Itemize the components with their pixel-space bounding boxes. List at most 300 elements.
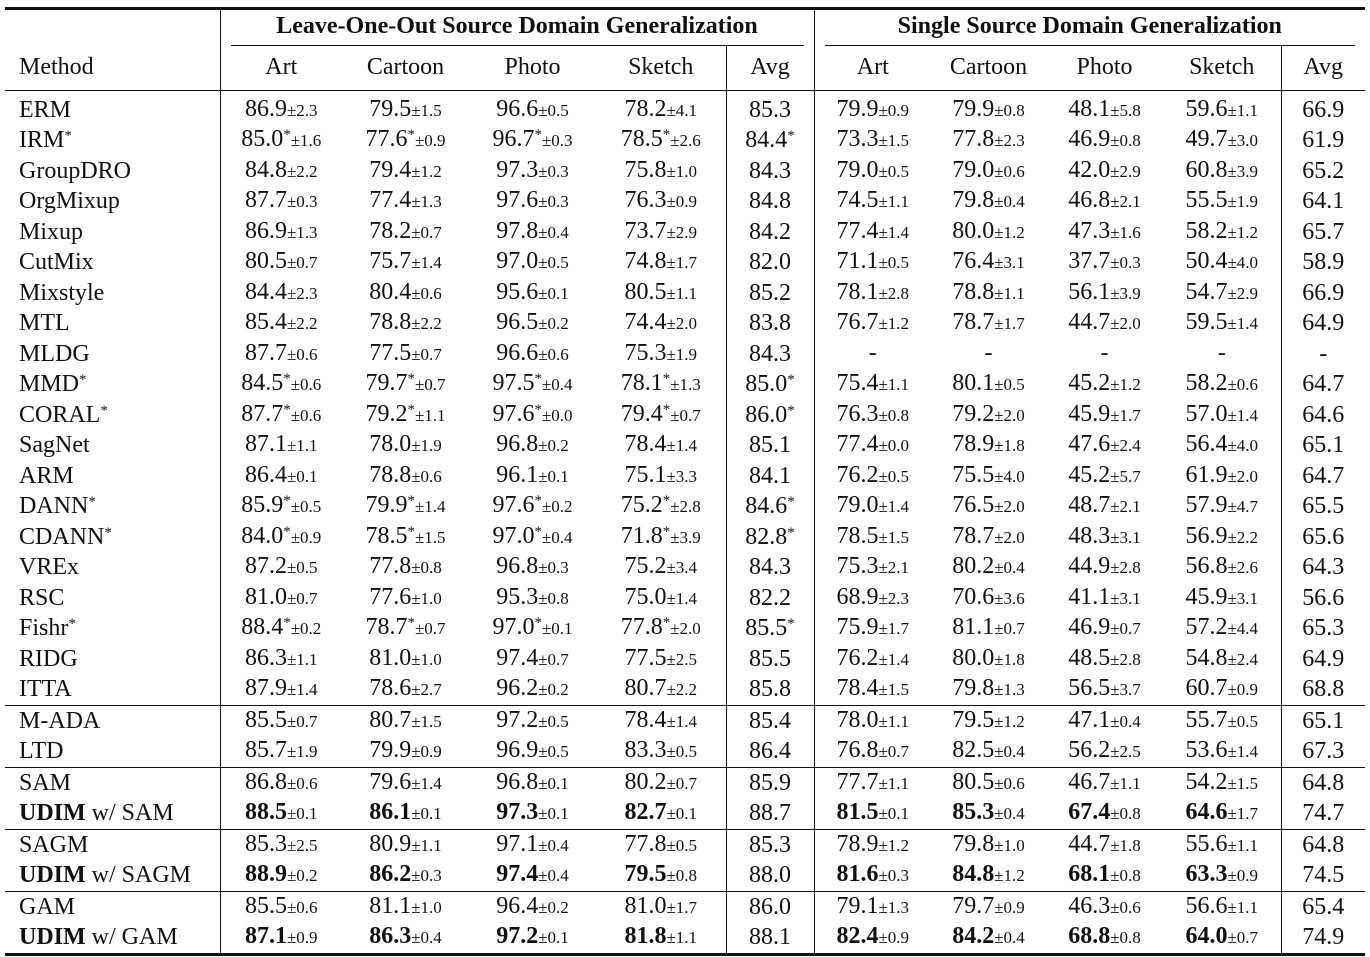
mean-value: 75.0 [624,583,667,610]
std-value: ±0.1 [538,283,569,303]
ss-cartoon-cell [931,583,1046,614]
loo-avg-cell: 85.1 [726,430,814,461]
asterisk-marker: * [88,494,96,510]
mean-value: 86.3 [244,644,287,671]
table-row [5,891,1365,922]
mean-value: 64.0 [1185,923,1228,949]
loo-photo-cell [469,247,596,278]
loo-cartoon-cell [342,705,469,736]
mean-value: 78.0 [369,431,412,457]
std-value: ±1.2 [1110,375,1141,394]
mean-value: 84.2 [952,923,995,949]
mean-value: 75.1 [624,461,667,488]
std-value: ±1.2 [878,314,910,333]
ss-sketch-cell [1163,339,1281,370]
ss-photo-cell [1046,552,1163,583]
mean-value: 67.4 [1068,799,1111,825]
mean-value: 97.6* [492,400,542,427]
ss-avg-cell: 64.8 [1281,829,1365,860]
std-value: ±0.8 [1110,804,1141,823]
std-value: ±0.7 [670,405,701,425]
mean-value: 71.1 [836,248,879,274]
ss-cartoon-cell [931,308,1046,339]
table-row [5,125,1365,156]
mean-value: 80.2 [624,768,667,795]
mean-value: 76.2 [836,644,879,671]
mean-value: 78.7* [365,614,415,640]
loo-sketch-cell [596,583,726,614]
std-value: ±1.2 [411,161,442,181]
std-value: ±0.9 [286,928,318,947]
loo-cartoon-cell [342,552,469,583]
loo-sketch-cell [596,767,726,798]
asterisk-marker: * [534,401,542,418]
loo-photo-cell [469,186,596,217]
std-value: ±2.2 [411,314,442,333]
mean-value: 49.7 [1185,126,1228,152]
table-row [5,90,1365,125]
ss-sketch-cell [1163,552,1281,583]
method-name-bold: UDIM [19,924,86,950]
method-name: MTL [19,310,70,336]
method-name-suffix: w/ SAGM [85,862,192,888]
std-value: ±0.5 [878,466,910,486]
std-value: ±2.0 [666,314,698,333]
ss-cartoon-cell [931,922,1046,954]
loo-photo-cell [469,278,596,309]
mean-value: 77.8 [952,126,995,152]
std-value: ±1.4 [666,436,698,455]
mean-value: 77.5 [624,644,667,671]
ss-photo-cell [1046,278,1163,309]
mean-value: 75.8 [624,156,667,183]
ss-photo-cell [1046,400,1163,431]
asterisk-marker: * [662,127,671,143]
mean-value: 75.4 [836,370,879,396]
mean-value: 80.5 [244,248,287,274]
loo-sketch-cell [596,217,726,248]
mean-value: 47.6 [1068,431,1111,457]
mean-value: 68.8 [1068,923,1111,949]
loo-art-cell [220,278,342,309]
mean-value: 97.4 [496,644,539,671]
ss-art-cell [814,522,931,553]
method-name [5,922,220,954]
loo-cartoon-cell [342,798,469,829]
ss-art-cell [814,339,931,370]
col-header-loo-cartoon: Cartoon [366,54,445,81]
mean-value: 77.6* [365,126,415,152]
std-value: ±0.6 [290,375,322,394]
mean-value: 79.8 [952,830,995,857]
ss-sketch-cell [1163,860,1281,891]
table-body [5,90,1365,954]
std-value: ±1.1 [878,192,910,211]
loo-avg-cell: 85.5* [726,613,814,644]
loo-photo-cell [469,891,596,922]
mean-value: 48.7 [1068,492,1111,518]
mean-value: 76.8 [836,737,879,763]
col-header-ss-art: Art [814,46,931,91]
std-value: ±1.9 [666,344,698,364]
std-value: ±0.0 [541,405,573,425]
mean-value: 80.5 [624,278,667,305]
col-header-ss-photo: Photo [1076,54,1133,81]
ss-art-cell [814,491,931,522]
std-value: ±1.7 [666,897,698,917]
method-name: DANN* [19,493,96,519]
mean-value: 86.3 [369,923,412,949]
loo-art-cell [220,644,342,675]
mean-value: 81.6 [836,861,879,887]
std-value: ±1.7 [666,253,698,272]
mean-value: 53.6 [1185,737,1228,763]
loo-photo-cell [469,644,596,675]
mean-value: 46.3 [1068,892,1111,919]
std-value: ±0.5 [878,253,910,272]
mean-value: 86.9 [244,217,287,244]
std-value: ±0.1 [538,773,569,793]
mean-value: 77.6 [369,583,412,610]
mean-value: 96.8 [496,553,539,579]
mean-value: 97.5* [492,370,542,396]
mean-value: 87.7 [244,339,287,366]
std-value: ±3.1 [994,253,1025,272]
loo-sketch-cell [596,922,726,954]
ss-avg-cell: 64.9 [1281,644,1365,675]
std-value: ±0.7 [1227,928,1259,947]
mean-value: 95.3 [496,583,539,610]
mean-value: 75.2 [624,553,667,579]
ss-sketch-cell [1163,674,1281,705]
std-value: ±2.0 [994,405,1025,425]
loo-sketch-cell [596,156,726,187]
mean-value: 60.7 [1185,675,1228,701]
loo-photo-cell [469,583,596,614]
method-name: CDANN* [19,523,112,550]
std-value: ±2.3 [286,100,318,120]
col-header-ss-cartoon: Cartoon [949,54,1028,81]
std-value: ±2.1 [1110,192,1141,211]
mean-value: 74.8 [624,248,667,274]
mean-value: 81.5 [836,799,879,825]
std-value: ±4.0 [1227,253,1259,272]
std-value: ±0.9 [290,527,322,547]
mean-value: 77.7 [836,768,879,795]
std-value: ±2.9 [666,222,698,242]
std-value: ±2.2 [286,314,318,333]
method-name: GAM [19,893,76,920]
std-value: ±4.1 [666,100,698,120]
mean-value: 79.0 [952,156,995,183]
ss-art-cell [814,125,931,156]
ss-photo-cell [1046,430,1163,461]
method-name: SAM [19,769,72,796]
mean-value: - [1217,339,1226,366]
ss-photo-cell [1046,369,1163,400]
mean-value: 60.8 [1185,156,1228,183]
ss-photo-cell [1046,125,1163,156]
loo-art-cell [220,922,342,954]
ss-art-cell [814,308,931,339]
mean-value: 56.4 [1185,431,1228,457]
std-value: ±1.5 [878,680,910,699]
loo-cartoon-cell [342,308,469,339]
ss-cartoon-cell [931,278,1046,309]
mean-value: 78.1 [836,278,879,305]
method-name: GroupDRO [19,157,131,184]
mean-value: 79.5 [369,95,412,122]
std-value: ±0.4 [994,192,1025,211]
std-value: ±3.0 [1227,131,1259,150]
method-name-suffix: w/ GAM [85,924,178,950]
ss-avg-cell: 74.5 [1281,860,1365,891]
header-blank [5,9,220,46]
loo-cartoon-cell [342,491,469,522]
loo-cartoon-cell [342,369,469,400]
table-row [5,491,1365,522]
std-value: ±0.4 [541,375,573,394]
method-name: MMD* [19,371,87,397]
mean-value: 79.2* [365,400,415,427]
mean-value: 78.2 [369,217,412,244]
mean-value: 46.9 [1068,614,1111,640]
std-value: ±1.4 [1227,314,1259,333]
ss-sketch-cell [1163,278,1281,309]
mean-value: - [868,339,877,366]
method-name: M-ADA [19,707,101,734]
loo-avg-cell: 84.4* [726,125,814,156]
asterisk-marker: * [283,401,291,418]
loo-cartoon-cell [342,186,469,217]
std-value: ±1.9 [1227,192,1259,211]
std-value: ±1.4 [286,680,318,699]
std-value: ±0.8 [878,405,910,425]
loo-photo-cell [469,430,596,461]
ss-art-cell [814,217,931,248]
std-value: ±1.5 [878,527,910,547]
ss-avg-cell: 66.9 [1281,90,1365,125]
ss-art-cell [814,705,931,736]
ss-photo-cell [1046,860,1163,891]
std-value: ±1.1 [878,375,910,394]
std-value: ±0.8 [666,866,698,885]
std-value: ±0.6 [286,897,318,917]
std-value: ±2.3 [286,283,318,303]
loo-sketch-cell [596,125,726,156]
asterisk-marker: * [283,615,291,631]
mean-value: 45.2 [1068,370,1111,396]
mean-value: 45.9 [1068,400,1111,427]
loo-art-cell [220,369,342,400]
loo-art-cell [220,491,342,522]
loo-avg-cell: 88.1 [726,922,814,954]
mean-value: 75.2* [620,492,671,518]
mean-value: 97.1 [496,830,539,857]
std-value: ±2.8 [1110,649,1141,669]
std-value: ±2.6 [1227,558,1259,577]
mean-value: 68.9 [836,583,879,610]
std-value: ±3.7 [1110,680,1141,699]
table-row [5,369,1365,400]
mean-value: 77.5 [369,339,412,366]
loo-art-cell [220,339,342,370]
ss-photo-cell [1046,156,1163,187]
asterisk-marker: * [787,128,795,144]
ss-cartoon-cell [931,674,1046,705]
ss-art-cell [814,583,931,614]
std-value: ±0.1 [666,804,698,823]
mean-value: 79.9 [952,95,995,122]
std-value: ±1.1 [1227,835,1259,855]
std-value: ±1.1 [994,283,1025,303]
std-value: ±1.1 [878,711,910,731]
asterisk-marker: * [100,402,108,419]
loo-sketch-cell [596,798,726,829]
mean-value: 78.0 [836,706,879,733]
ss-art-cell [814,186,931,217]
mean-value: 79.0 [836,156,879,183]
asterisk-marker: * [662,615,671,631]
ss-art-cell [814,922,931,954]
ss-cartoon-cell [931,90,1046,125]
loo-cartoon-cell [342,674,469,705]
ss-avg-cell: 64.7 [1281,369,1365,400]
mean-value: 46.8 [1068,187,1111,213]
ss-avg-cell: 67.3 [1281,736,1365,767]
std-value: ±0.7 [414,375,446,394]
mean-value: 37.7 [1068,248,1111,274]
loo-sketch-cell [596,430,726,461]
mean-value: 46.7 [1068,768,1111,795]
ss-avg-cell: 65.3 [1281,613,1365,644]
mean-value: 77.8* [620,614,671,640]
mean-value: 77.4 [836,431,879,457]
std-value: ±2.2 [666,680,698,699]
std-value: ±0.7 [286,711,318,731]
mean-value: 46.9 [1068,126,1111,152]
ss-avg-cell: 65.2 [1281,156,1365,187]
asterisk-marker: * [407,371,415,387]
loo-sketch-cell [596,369,726,400]
std-value: ±0.7 [286,253,318,272]
loo-art-cell [220,767,342,798]
mean-value: 58.2 [1185,217,1228,244]
std-value: ±0.3 [538,161,569,181]
std-value: ±2.5 [1110,742,1141,761]
mean-value: 96.7* [492,126,542,152]
mean-value: 85.9* [241,492,291,518]
loo-sketch-cell [596,522,726,553]
std-value: ±0.3 [411,866,442,885]
mean-value: 80.7 [624,675,667,701]
std-value: ±0.4 [994,558,1025,577]
std-value: ±0.4 [994,742,1025,761]
mean-value: 97.2 [496,706,539,733]
col-header-ss-avg: Avg [1281,46,1365,91]
mean-value: 76.5 [952,492,995,518]
std-value: ±2.9 [1110,161,1141,181]
asterisk-marker: * [534,615,542,631]
mean-value: 75.3 [836,553,879,579]
mean-value: 64.6 [1185,799,1228,825]
ss-art-cell [814,552,931,583]
mean-value: 97.8 [496,217,539,244]
ss-avg-cell: 74.7 [1281,798,1365,829]
table-row [5,922,1365,954]
loo-art-cell [220,125,342,156]
std-value: ±1.7 [1110,405,1141,425]
loo-cartoon-cell [342,583,469,614]
mean-value: 84.8 [952,861,995,887]
col-header-loo-photo: Photo [504,54,561,81]
ss-sketch-cell [1163,461,1281,492]
mean-value: 78.8 [369,309,412,335]
std-value: ±0.3 [541,131,573,150]
ss-sketch-cell [1163,891,1281,922]
asterisk-marker: * [407,493,415,509]
mean-value: 74.5 [836,187,879,213]
ss-sketch-cell [1163,644,1281,675]
asterisk-marker: * [79,372,87,388]
ss-cartoon-cell [931,339,1046,370]
std-value: ±1.3 [994,680,1025,699]
std-value: ±0.4 [411,928,442,947]
mean-value: 78.8 [952,278,995,305]
mean-value: 87.9 [244,675,287,701]
std-value: ±0.3 [286,192,318,211]
std-value: ±0.3 [1110,253,1141,272]
loo-art-cell [220,461,342,492]
mean-value: 87.1 [244,923,287,949]
loo-sketch-cell [596,891,726,922]
mean-value: 97.0* [492,522,542,549]
asterisk-marker: * [283,127,291,143]
mean-value: 57.0 [1185,400,1228,427]
ss-cartoon-cell [931,522,1046,553]
mean-value: 75.7 [369,248,412,274]
std-value: ±0.6 [994,773,1025,793]
loo-photo-cell [469,522,596,553]
std-value: ±1.3 [670,375,701,394]
mean-value: 74.4 [624,309,667,335]
loo-art-cell [220,247,342,278]
mean-value: 85.7 [244,737,287,763]
ss-sketch-cell [1163,522,1281,553]
std-value: ±1.1 [286,649,318,669]
ss-sketch-cell [1163,583,1281,614]
ss-sketch-cell [1163,736,1281,767]
mean-value: 84.5* [241,370,291,396]
std-value: ±2.3 [994,131,1025,150]
mean-value: 88.4* [241,614,291,640]
std-value: ±1.0 [411,649,442,669]
mean-value: 85.0* [241,126,291,152]
mean-value: 71.8* [620,522,671,549]
mean-value: 97.3 [496,156,539,183]
std-value: ±1.9 [411,436,442,455]
mean-value: 82.7 [624,799,667,825]
ss-avg-cell: 65.7 [1281,217,1365,248]
loo-sketch-cell [596,308,726,339]
ss-avg-cell: 65.6 [1281,522,1365,553]
std-value: ±4.0 [1227,436,1259,455]
ss-cartoon-cell [931,613,1046,644]
std-value: ±2.4 [1227,649,1259,669]
loo-photo-cell [469,90,596,125]
loo-cartoon-cell [342,891,469,922]
loo-photo-cell [469,369,596,400]
